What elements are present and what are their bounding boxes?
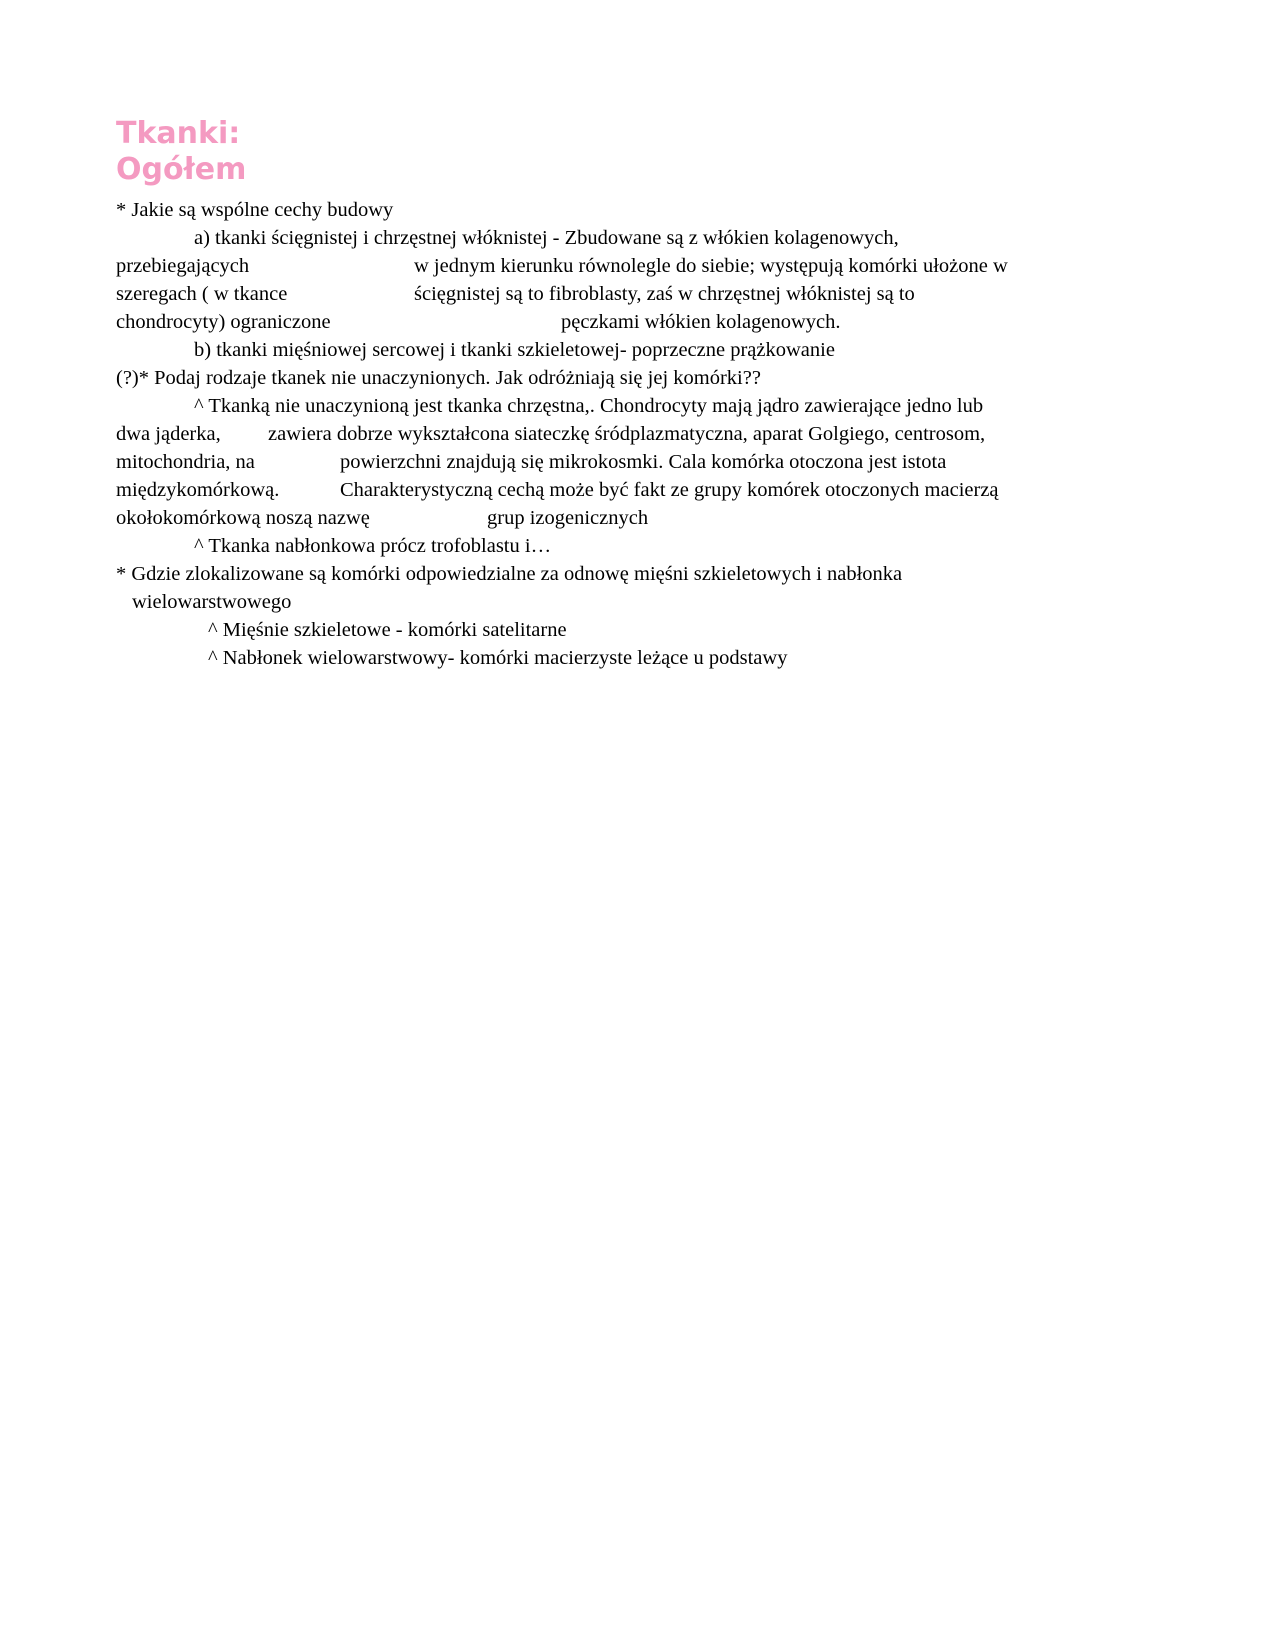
answer-2-line-2a: dwa jąderka, xyxy=(116,423,221,445)
answer-2-line-5a: okołokomórkową noszą nazwę xyxy=(116,507,370,529)
answer-3-line-2: ^ Nabłonek wielowarstwowy- komórki macierzyste leżące u podstawy xyxy=(208,647,788,669)
answer-2-line-6: ^ Tkanka nabłonkowa prócz trofoblastu i… xyxy=(194,535,552,557)
answer-2-line-2b: zawiera dobrze wykształcona siateczkę śródplazmatyczna, aparat Golgiego, centrosom, xyxy=(268,423,986,445)
document-subtitle: Ogółem xyxy=(116,152,247,187)
answer-1a-line-4b: pęczkami włókien kolagenowych. xyxy=(561,311,841,333)
answer-1a-line-2b: w jednym kierunku równolegle do siebie; występują komórki ułożone w xyxy=(414,255,1008,277)
question-3-line-2: wielowarstwowego xyxy=(132,591,292,613)
answer-1a-line-3a: szeregach ( w tkance xyxy=(116,283,288,305)
answer-2-line-5b: grup izogenicznych xyxy=(487,507,649,529)
answer-2-line-4a: międzykomórkową. xyxy=(116,479,280,501)
answer-1a-line-1: a) tkanki ścięgnistej i chrzęstnej włóknistej - Zbudowane są z włókien kolagenowych, xyxy=(194,227,899,249)
answer-1a-line-2a: przebiegających xyxy=(116,255,250,277)
answer-2-line-1: ^ Tkanką nie unaczynioną jest tkanka chrzęstna,. Chondrocyty mają jądro zawierające jedno lub xyxy=(194,395,984,417)
answer-2-line-3a: mitochondria, na xyxy=(116,451,255,473)
answer-3-line-1: ^ Mięśnie szkieletowe - komórki satelitarne xyxy=(208,619,567,641)
answer-2-line-4b: Charakterystyczną cechą może być fakt ze grupy komórek otoczonych macierzą xyxy=(340,479,999,501)
question-1: * Jakie są wspólne cechy budowy xyxy=(116,199,394,221)
document-title: Tkanki: xyxy=(116,116,241,151)
answer-1b: b) tkanki mięśniowej sercowej i tkanki szkieletowej- poprzeczne prążkowanie xyxy=(194,339,835,361)
answer-2-line-3b: powierzchni znajdują się mikrokosmki. Cala komórka otoczona jest istota xyxy=(340,451,947,473)
answer-1a-line-4a: chondrocyty) ograniczone xyxy=(116,311,331,333)
answer-1a-line-3b: ścięgnistej są to fibroblasty, zaś w chrzęstnej włóknistej są to xyxy=(414,283,915,305)
question-3-line-1: * Gdzie zlokalizowane są komórki odpowiedzialne za odnowę mięśni szkieletowych i nabłonka xyxy=(116,563,903,585)
question-2: (?)* Podaj rodzaje tkanek nie unaczynionych. Jak odróżniają się jej komórki?? xyxy=(116,367,761,389)
